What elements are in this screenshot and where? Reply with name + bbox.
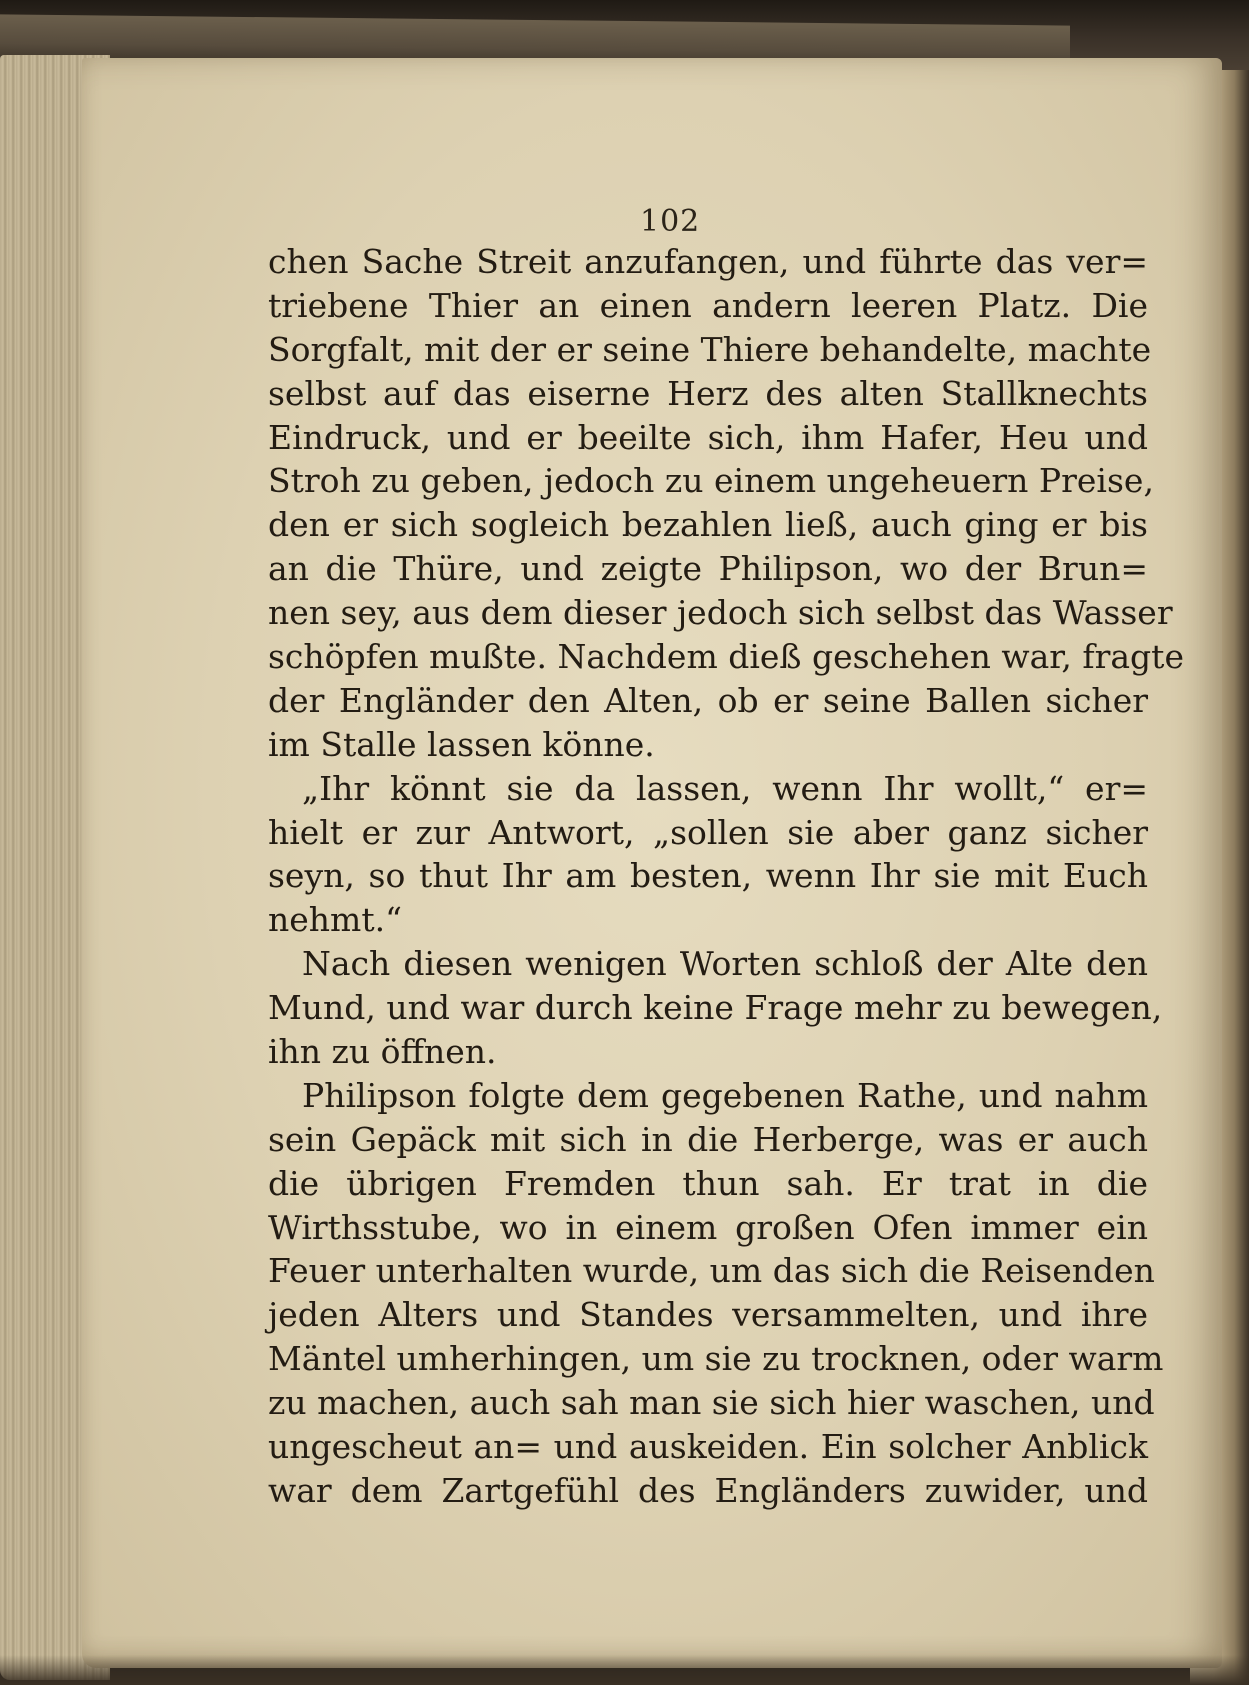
text-line: zu machen, auch sah man sie sich hier waschen, und [268,1383,1155,1423]
text-line: Mäntel umherhingen, um sie zu trocknen, oder warm [268,1339,1164,1379]
body-text [268,240,1184,1513]
text-line: ihn zu öffnen. [268,1032,497,1072]
text-line: nehmt.“ [268,900,402,940]
text-line: der Engländer den Alten, ob er seine Ballen sicher [268,680,1148,720]
text-line: triebene Thier an einen andern leeren Platz. Die [268,285,1148,325]
text-line: ungescheut an= und auskeiden. Ein solcher Anblick [268,1427,1148,1467]
text-line: den er sich sogleich bezahlen ließ, auch ging er bis [268,505,1148,545]
text-line: selbst auf das eiserne Herz des alten Stallknechts [268,373,1148,413]
scan-background-bottom [0,1655,1249,1685]
text-line: Nach diesen wenigen Worten schloß der Alte den [302,944,1148,984]
text-line: seyn, so thut Ihr am besten, wenn Ihr sie mit Euch [268,856,1148,896]
text-line: die übrigen Fremden thun sah. Er trat in die [268,1163,1148,1203]
text-line: chen Sache Streit anzufangen, und führte das ver= [268,242,1148,281]
text-line: Stroh zu geben, jedoch zu einem ungeheuern Preise, [268,461,1154,501]
page-number: 102 [640,204,701,239]
text-line: Feuer unterhalten wurde, um das sich die Reisenden [268,1251,1155,1291]
text-line: an die Thüre, und zeigte Philipson, wo der Brun= [268,549,1148,589]
text-line: Wirthsstube, wo in einem großen Ofen immer ein [268,1207,1148,1247]
text-line: nen sey, aus dem dieser jedoch sich selbst das Wasser [268,593,1173,633]
text-line: Philipson folgte dem gegebenen Rathe, und nahm [302,1075,1148,1115]
text-line: hielt er zur Antwort, „sollen sie aber ganz sicher [268,812,1148,852]
text-line: Sorgfalt, mit der er seine Thiere behandelte, machte [268,329,1152,369]
text-line: schöpfen mußte. Nachdem dieß geschehen war, fragte [268,637,1184,677]
text-line: „Ihr könnt sie da lassen, wenn Ihr wollt,“ er= [302,768,1148,808]
text-line: war dem Zartgefühl des Engländers zuwider, und [268,1470,1148,1510]
text-line: Eindruck, und er beeilte sich, ihm Hafer, Heu und [268,417,1148,457]
text-line: im Stalle lassen könne. [268,724,655,764]
text-line: jeden Alters und Standes versammelten, und ihre [268,1295,1148,1335]
text-line: sein Gepäck mit sich in die Herberge, was er auch [268,1119,1148,1159]
text-line: Mund, und war durch keine Frage mehr zu bewegen, [268,988,1163,1028]
